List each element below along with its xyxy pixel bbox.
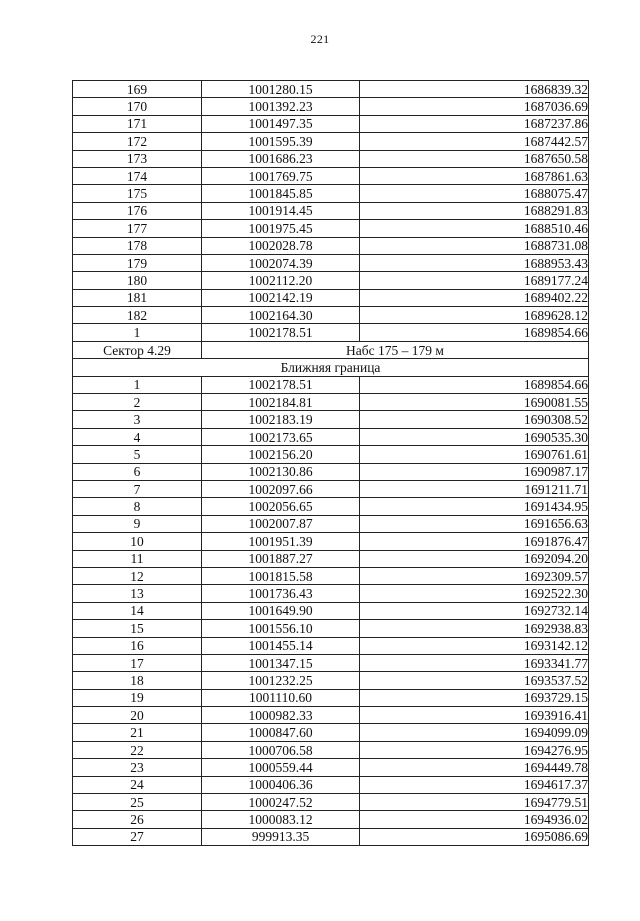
x-coordinate: 1002028.78 bbox=[202, 237, 360, 254]
x-coordinate: 1000083.12 bbox=[202, 811, 360, 828]
x-coordinate: 1000559.44 bbox=[202, 759, 360, 776]
x-coordinate: 1001497.35 bbox=[202, 115, 360, 132]
x-coordinate: 1002112.20 bbox=[202, 272, 360, 289]
x-coordinate: 1002056.65 bbox=[202, 498, 360, 515]
table-row bbox=[73, 794, 589, 811]
point-number: 1 bbox=[73, 376, 202, 393]
x-coordinate: 1001110.60 bbox=[202, 689, 360, 706]
x-coordinate: 1001392.23 bbox=[202, 98, 360, 115]
table-row bbox=[73, 776, 589, 793]
table-row bbox=[73, 411, 589, 428]
y-coordinate: 1688075.47 bbox=[360, 185, 589, 202]
point-number: 20 bbox=[73, 707, 202, 724]
table-row bbox=[73, 202, 589, 219]
x-coordinate: 1002178.51 bbox=[202, 324, 360, 341]
point-number: 18 bbox=[73, 672, 202, 689]
table-row bbox=[73, 498, 589, 515]
point-number: 21 bbox=[73, 724, 202, 741]
sector-label: Сектор 4.29 bbox=[73, 341, 202, 358]
x-coordinate: 1001845.85 bbox=[202, 185, 360, 202]
x-coordinate: 1001280.15 bbox=[202, 81, 360, 98]
y-coordinate: 1688291.83 bbox=[360, 202, 589, 219]
point-number: 173 bbox=[73, 150, 202, 167]
table-row bbox=[73, 272, 589, 289]
y-coordinate: 1690081.55 bbox=[360, 394, 589, 411]
table-row bbox=[73, 637, 589, 654]
x-coordinate: 1002173.65 bbox=[202, 428, 360, 445]
point-number: 23 bbox=[73, 759, 202, 776]
y-coordinate: 1691434.95 bbox=[360, 498, 589, 515]
point-number: 179 bbox=[73, 254, 202, 271]
page-number: 221 bbox=[310, 32, 330, 46]
table-row bbox=[73, 324, 589, 341]
point-number: 181 bbox=[73, 289, 202, 306]
x-coordinate: 1002097.66 bbox=[202, 480, 360, 497]
x-coordinate: 1001736.43 bbox=[202, 585, 360, 602]
y-coordinate: 1688510.46 bbox=[360, 220, 589, 237]
table-row bbox=[73, 254, 589, 271]
x-coordinate: 1000247.52 bbox=[202, 794, 360, 811]
y-coordinate: 1688953.43 bbox=[360, 254, 589, 271]
point-number: 170 bbox=[73, 98, 202, 115]
y-coordinate: 1693142.12 bbox=[360, 637, 589, 654]
y-coordinate: 1687861.63 bbox=[360, 167, 589, 184]
point-number: 171 bbox=[73, 115, 202, 132]
y-coordinate: 1692522.30 bbox=[360, 585, 589, 602]
table-row bbox=[73, 515, 589, 532]
x-coordinate: 1002164.30 bbox=[202, 307, 360, 324]
point-number: 2 bbox=[73, 394, 202, 411]
x-coordinate: 1001975.45 bbox=[202, 220, 360, 237]
x-coordinate: 1002074.39 bbox=[202, 254, 360, 271]
x-coordinate: 1001347.15 bbox=[202, 654, 360, 671]
y-coordinate: 1694276.95 bbox=[360, 741, 589, 758]
x-coordinate: 1000406.36 bbox=[202, 776, 360, 793]
x-coordinate: 1001232.25 bbox=[202, 672, 360, 689]
table-row bbox=[73, 376, 589, 393]
y-coordinate: 1693341.77 bbox=[360, 654, 589, 671]
y-coordinate: 1688731.08 bbox=[360, 237, 589, 254]
point-number: 7 bbox=[73, 480, 202, 497]
point-number: 172 bbox=[73, 133, 202, 150]
x-coordinate: 1001686.23 bbox=[202, 150, 360, 167]
point-number: 1 bbox=[73, 324, 202, 341]
table-row bbox=[73, 707, 589, 724]
table-row bbox=[73, 167, 589, 184]
table-row bbox=[73, 550, 589, 567]
y-coordinate: 1692309.57 bbox=[360, 567, 589, 584]
y-coordinate: 1686839.32 bbox=[360, 81, 589, 98]
table-row bbox=[73, 133, 589, 150]
x-coordinate: 1002130.86 bbox=[202, 463, 360, 480]
point-number: 19 bbox=[73, 689, 202, 706]
y-coordinate: 1691656.63 bbox=[360, 515, 589, 532]
table-row bbox=[73, 724, 589, 741]
x-coordinate: 1002178.51 bbox=[202, 376, 360, 393]
coordinates-table bbox=[72, 80, 589, 846]
x-coordinate: 1002184.81 bbox=[202, 394, 360, 411]
x-coordinate: 1001951.39 bbox=[202, 533, 360, 550]
table-row bbox=[73, 463, 589, 480]
y-coordinate: 1689177.24 bbox=[360, 272, 589, 289]
point-number: 176 bbox=[73, 202, 202, 219]
table-row bbox=[73, 672, 589, 689]
x-coordinate: 1001815.58 bbox=[202, 567, 360, 584]
y-coordinate: 1691211.71 bbox=[360, 480, 589, 497]
point-number: 4 bbox=[73, 428, 202, 445]
y-coordinate: 1694779.51 bbox=[360, 794, 589, 811]
sector-height: Набс 175 – 179 м bbox=[202, 341, 589, 358]
y-coordinate: 1687036.69 bbox=[360, 98, 589, 115]
point-number: 15 bbox=[73, 620, 202, 637]
table-row bbox=[73, 602, 589, 619]
table-row bbox=[73, 741, 589, 758]
table-row bbox=[73, 585, 589, 602]
y-coordinate: 1689854.66 bbox=[360, 376, 589, 393]
x-coordinate: 999913.35 bbox=[202, 828, 360, 845]
table-row bbox=[73, 480, 589, 497]
y-coordinate: 1687442.57 bbox=[360, 133, 589, 150]
table-row bbox=[73, 811, 589, 828]
table-row bbox=[73, 81, 589, 98]
x-coordinate: 1001769.75 bbox=[202, 167, 360, 184]
y-coordinate: 1687237.86 bbox=[360, 115, 589, 132]
point-number: 24 bbox=[73, 776, 202, 793]
table-row bbox=[73, 220, 589, 237]
y-coordinate: 1690308.52 bbox=[360, 411, 589, 428]
y-coordinate: 1692732.14 bbox=[360, 602, 589, 619]
x-coordinate: 1002156.20 bbox=[202, 446, 360, 463]
table-row bbox=[73, 115, 589, 132]
point-number: 14 bbox=[73, 602, 202, 619]
point-number: 16 bbox=[73, 637, 202, 654]
table-row bbox=[73, 98, 589, 115]
point-number: 11 bbox=[73, 550, 202, 567]
sector-header-group bbox=[73, 341, 589, 376]
y-coordinate: 1691876.47 bbox=[360, 533, 589, 550]
y-coordinate: 1694449.78 bbox=[360, 759, 589, 776]
point-number: 8 bbox=[73, 498, 202, 515]
table-row bbox=[73, 689, 589, 706]
table-row bbox=[73, 150, 589, 167]
point-number: 177 bbox=[73, 220, 202, 237]
point-number: 5 bbox=[73, 446, 202, 463]
point-number: 25 bbox=[73, 794, 202, 811]
x-coordinate: 1001455.14 bbox=[202, 637, 360, 654]
y-coordinate: 1689854.66 bbox=[360, 324, 589, 341]
sector-row bbox=[73, 341, 589, 358]
point-number: 9 bbox=[73, 515, 202, 532]
y-coordinate: 1689402.22 bbox=[360, 289, 589, 306]
x-coordinate: 1001649.90 bbox=[202, 602, 360, 619]
table-row bbox=[73, 759, 589, 776]
y-coordinate: 1687650.58 bbox=[360, 150, 589, 167]
y-coordinate: 1689628.12 bbox=[360, 307, 589, 324]
x-coordinate: 1002183.19 bbox=[202, 411, 360, 428]
point-number: 182 bbox=[73, 307, 202, 324]
section-title-row bbox=[73, 359, 589, 376]
x-coordinate: 1000847.60 bbox=[202, 724, 360, 741]
table-row bbox=[73, 428, 589, 445]
y-coordinate: 1692938.83 bbox=[360, 620, 589, 637]
rows-after-group bbox=[73, 376, 589, 846]
y-coordinate: 1694617.37 bbox=[360, 776, 589, 793]
y-coordinate: 1690987.17 bbox=[360, 463, 589, 480]
point-number: 26 bbox=[73, 811, 202, 828]
y-coordinate: 1694099.09 bbox=[360, 724, 589, 741]
x-coordinate: 1002142.19 bbox=[202, 289, 360, 306]
point-number: 6 bbox=[73, 463, 202, 480]
point-number: 10 bbox=[73, 533, 202, 550]
table-row bbox=[73, 307, 589, 324]
table-row bbox=[73, 828, 589, 845]
point-number: 3 bbox=[73, 411, 202, 428]
point-number: 180 bbox=[73, 272, 202, 289]
x-coordinate: 1000982.33 bbox=[202, 707, 360, 724]
table-row bbox=[73, 620, 589, 637]
x-coordinate: 1002007.87 bbox=[202, 515, 360, 532]
x-coordinate: 1001556.10 bbox=[202, 620, 360, 637]
y-coordinate: 1692094.20 bbox=[360, 550, 589, 567]
section-title: Ближняя граница bbox=[73, 359, 589, 376]
point-number: 13 bbox=[73, 585, 202, 602]
point-number: 175 bbox=[73, 185, 202, 202]
point-number: 17 bbox=[73, 654, 202, 671]
point-number: 27 bbox=[73, 828, 202, 845]
x-coordinate: 1001595.39 bbox=[202, 133, 360, 150]
table-row bbox=[73, 185, 589, 202]
point-number: 169 bbox=[73, 81, 202, 98]
y-coordinate: 1690761.61 bbox=[360, 446, 589, 463]
y-coordinate: 1695086.69 bbox=[360, 828, 589, 845]
y-coordinate: 1693729.15 bbox=[360, 689, 589, 706]
point-number: 22 bbox=[73, 741, 202, 758]
x-coordinate: 1000706.58 bbox=[202, 741, 360, 758]
y-coordinate: 1694936.02 bbox=[360, 811, 589, 828]
table-row bbox=[73, 237, 589, 254]
table-row bbox=[73, 289, 589, 306]
table-row bbox=[73, 394, 589, 411]
point-number: 12 bbox=[73, 567, 202, 584]
y-coordinate: 1693916.41 bbox=[360, 707, 589, 724]
y-coordinate: 1693537.52 bbox=[360, 672, 589, 689]
y-coordinate: 1690535.30 bbox=[360, 428, 589, 445]
table-row bbox=[73, 654, 589, 671]
point-number: 174 bbox=[73, 167, 202, 184]
rows-before-group bbox=[73, 81, 589, 342]
table-row bbox=[73, 446, 589, 463]
table-row bbox=[73, 533, 589, 550]
x-coordinate: 1001887.27 bbox=[202, 550, 360, 567]
table-row bbox=[73, 567, 589, 584]
point-number: 178 bbox=[73, 237, 202, 254]
x-coordinate: 1001914.45 bbox=[202, 202, 360, 219]
